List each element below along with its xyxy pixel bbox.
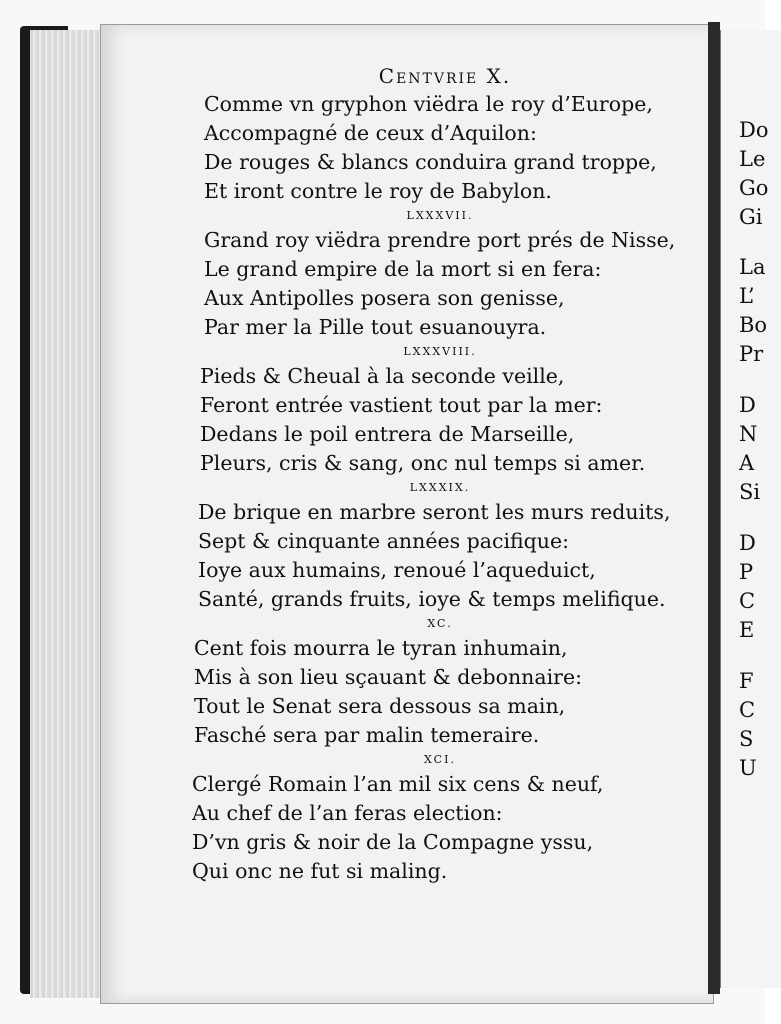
quatrain-numeral: XCI. <box>424 753 456 766</box>
verse-line: De brique en marbre seront les murs reduits, <box>198 500 671 524</box>
verse-line: Pieds & Cheual à la seconde veille, <box>200 364 565 388</box>
verse-line: Par mer la Pille tout esuanouyra. <box>204 315 547 339</box>
quatrain <box>190 750 690 886</box>
facing-page-fragment: Gi <box>739 205 763 229</box>
quatrain <box>190 206 690 342</box>
page-text <box>190 62 690 886</box>
facing-page-fragment: P <box>739 560 754 584</box>
verse-line: Santé, grands fruits, ioye & temps melifique. <box>198 587 666 611</box>
verse-line: Comme vn gryphon viëdra le roy d’Europe, <box>204 92 653 116</box>
verse-line: Aux Antipolles posera son genisse, <box>204 286 565 310</box>
facing-page-fragment: S <box>739 727 754 751</box>
quatrain <box>190 478 690 614</box>
verse-line: Sept & cinquante années pacifique: <box>198 529 570 553</box>
facing-page <box>720 30 781 988</box>
quatrain-numeral: LXXXVIII. <box>403 345 477 358</box>
quatrain <box>190 90 690 206</box>
facing-page-fragment: N <box>739 422 758 446</box>
quatrain <box>190 342 690 478</box>
verse-line: Pleurs, cris & sang, onc nul temps si amer. <box>200 451 646 475</box>
facing-page-fragment: D <box>739 531 756 555</box>
verse-line: Mis à son lieu sçauant & debonnaire: <box>194 665 582 689</box>
facing-page-fragment: E <box>739 618 755 642</box>
facing-page-fragment: Do <box>739 118 769 142</box>
verse-line: De rouges & blancs conduira grand troppe, <box>204 150 657 174</box>
verse-line: Dedans le poil entrera de Marseille, <box>200 422 575 446</box>
quatrain <box>190 614 690 750</box>
verse-line: Fasché sera par malin temeraire. <box>194 723 540 747</box>
facing-page-fragment: U <box>739 756 757 780</box>
quatrain-numeral: XC. <box>427 617 453 630</box>
quatrain-numeral: LXXXIX. <box>409 481 471 494</box>
verse-line: D’vn gris & noir de la Compagne yssu, <box>192 830 594 854</box>
running-title: Centvrie X. <box>378 64 512 88</box>
verse-line: Le grand empire de la mort si en fera: <box>204 257 602 281</box>
book-gutter <box>708 22 720 994</box>
facing-page-fragment: D <box>739 393 756 417</box>
verse-line: Feront entrée vastient tout par la mer: <box>200 393 603 417</box>
verse-line: Qui onc ne fut si maling. <box>192 859 448 883</box>
verse-line: Et iront contre le roy de Babylon. <box>204 179 552 203</box>
facing-page-fragment: A <box>739 451 755 475</box>
quatrain-numeral: LXXXVII. <box>406 209 474 222</box>
facing-page-fragment: C <box>739 698 756 722</box>
page-edges <box>30 30 111 998</box>
facing-page-fragment: Si <box>739 480 761 504</box>
verse-line: Au chef de l’an feras election: <box>192 801 503 825</box>
facing-page-fragment: L’ <box>739 284 755 308</box>
verse-line: Cent fois mourra le tyran inhumain, <box>194 636 568 660</box>
facing-page-fragment: Go <box>739 176 769 200</box>
facing-page-fragment: F <box>739 669 754 693</box>
verse-line: Ioye aux humains, renoué l’aqueduict, <box>198 558 596 582</box>
facing-page-fragment: La <box>739 255 766 279</box>
verse-line: Grand roy viëdra prendre port prés de Nisse, <box>204 228 676 252</box>
verse-line: Accompagné de ceux d’Aquilon: <box>204 121 537 145</box>
facing-page-fragment: C <box>739 589 756 613</box>
facing-page-fragment: Le <box>739 147 766 171</box>
verse-line: Tout le Senat sera dessous sa main, <box>194 694 566 718</box>
facing-page-fragment: Bo <box>739 313 768 337</box>
verse-line: Clergé Romain l’an mil six cens & neuf, <box>192 772 604 796</box>
facing-page-fragment: Pr <box>739 342 764 366</box>
